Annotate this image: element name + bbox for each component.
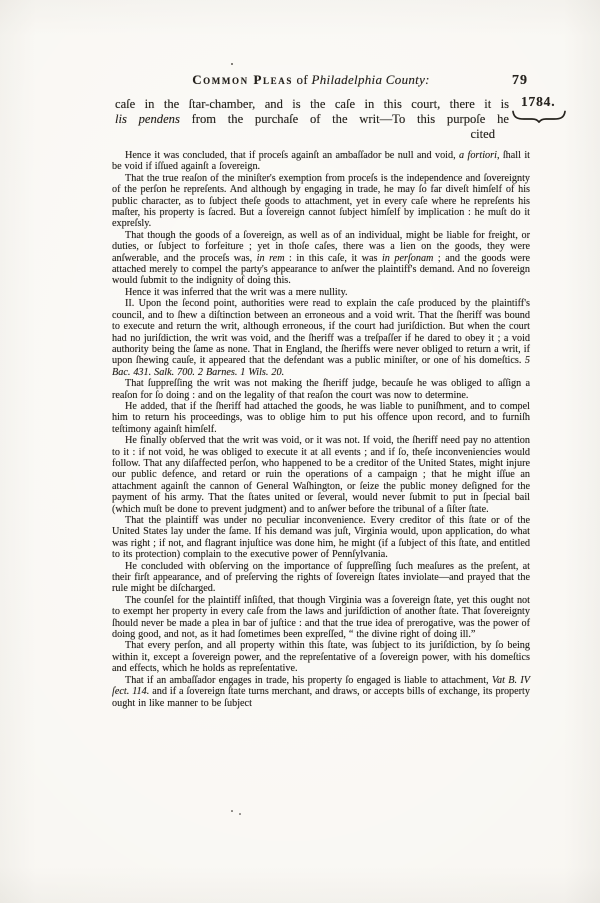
italic-text-run: 5 Bac. 431. Salk. 700. 2 Barnes. 1 Wils. 20. xyxy=(112,355,530,378)
intro-line xyxy=(115,112,509,127)
argument-text xyxy=(112,150,530,709)
text-run: Hence it was concluded, that if proceſs againſt an ambaſſador be null and void, xyxy=(125,150,460,161)
body-paragraph xyxy=(112,230,530,287)
italic-text-run: a fortiori xyxy=(459,150,497,161)
text-run: That though the goods of a ſovereign, as well as of an individual, might be liable for freight, or duties, or ſubject to forfeiture ; yet in thoſe caſes, there was a lien on the goods, they were anſwerable, and the proceſs was, xyxy=(112,229,530,264)
page-number: 79 xyxy=(512,73,528,88)
scan-speckle xyxy=(239,813,241,815)
body-paragraph xyxy=(112,150,530,173)
body-paragraph xyxy=(112,595,530,641)
running-head xyxy=(112,72,510,88)
intro-paragraph xyxy=(115,97,509,141)
body-paragraph xyxy=(112,435,530,515)
text-run: He finally obſerved that the writ was void, or it was not. If void, the ſheriff need pay no attention to it : if not void, he was obliged to execute it at all events ; and if ſo, theſe inconveniencies would follow. That any diſaffected perſon, who happened to be a creditor of the United States, might injure our public defence, and retard or ruin the operations of a campaign ; that he might iſſue an attachment againſt the cannon of General Waſhington, or ſeize the public money deſigned for the payment of his army. That the ſtates united or ſeveral, would never ſubmit to put in ſpecial bail (which muſt be done to prevent judgment) and to anſwer before the tribunal of a ſiſter ſtate. xyxy=(112,435,530,515)
intro-lines xyxy=(115,97,509,127)
body-paragraph xyxy=(112,378,530,401)
venue-name: Philadelphia County: xyxy=(311,72,430,87)
year-underbrace-icon xyxy=(511,110,567,123)
text-run: That ſuppreſſing the writ was not making the ſheriff judge, becauſe he was obliged to aſſign a reaſon for ſo doing : and on the legality of that reaſon the court was now to determine. xyxy=(112,378,530,401)
text-run: He added, that if the ſheriff had attached the goods, he was liable to puniſhment, and to compel him to return his proceedings, was to oblige him to put his offence upon record, and to furniſh teſtimony againſt himſelf. xyxy=(112,400,530,435)
running-head-of: of xyxy=(292,72,312,87)
italic-text-run: in rem xyxy=(256,252,285,264)
text-run: That the plaintiff was under no peculiar inconvenience. Every creditor of this ſtate or of the United States lay under the ſame. If his demand was juſt, Virginia would, upon application, do what was right ; if not, and flagrant injuſtice was done him, he might (if a ſubject of this ſtate, and entitled to its protection) complain to the executive power of Pennſylvania. xyxy=(112,515,530,561)
body-paragraph xyxy=(112,401,530,435)
text-run: He concluded with obſerving on the importance of ſuppreſſing ſuch meaſures as the preſent, at their firſt appearance, and of preſerving the rights of ſovereign ſtates inviolate—and prayed that the rule might be diſcharged. xyxy=(112,560,530,595)
text-run: II. Upon the ſecond point, authorities were read to explain the caſe produced by the plaintiff's council, and to ſhew a diſtinction between an erroneous and a void writ. That the ſheriff was bound to execute and return the writ, although erroneous, if the court had juriſdiction. But when the court had no juriſdiction, the writ was void, and the ſheriff was a treſpaſſer if he dared to obey it ; a void authority being the ſame as none. That in England, the ſheriffs were never obliged to return a writ, if upon ſhewing cauſe, it appeared that the defendant was a public miniſter, or one of his domeſtics. xyxy=(112,298,530,367)
scan-speckle xyxy=(231,810,233,812)
text-run: , ſhall it be void if iſſued againſt a ſovereign. xyxy=(112,150,530,173)
body-paragraph xyxy=(112,561,530,595)
body-paragraph xyxy=(112,298,530,378)
body-paragraph xyxy=(112,675,530,709)
text-run: caſe in the ſtar-chamber, and is the caſe in this court, there it is xyxy=(115,97,509,111)
text-run: That the true reaſon of the miniſter's exemption from proceſs is the independence and ſovereignty of the perſon he repreſents. And although by engaging in trade, he may ſo far diveſt himſelf of his public character, as to ſubject theſe goods to attachment, yet in every caſe where he repreſents his maſter, his property is ſacred. But a ſovereign cannot ſubject himſelf by implication : he muſt do it expreſsly. xyxy=(112,172,530,230)
body-paragraph xyxy=(112,173,530,230)
margin-year: 1784. xyxy=(521,94,556,109)
text-run: ; and the goods were attached merely to compel the party's appearance to anſwer the plaintiff's demand. And no ſovereign would ſubmit to the indignity of doing this. xyxy=(112,252,530,287)
court-name: Common Pleas xyxy=(192,72,293,87)
body-paragraph xyxy=(112,640,530,674)
italic-text-run: lis pendens xyxy=(115,111,180,126)
body-paragraph xyxy=(112,287,530,298)
intro-line xyxy=(115,97,509,112)
text-run: That if an ambaſſador engages in trade, his property ſo engaged is liable to attachment, xyxy=(125,674,492,686)
italic-text-run: Vat B. IV ſect. 114. xyxy=(112,674,531,698)
scan-speckle xyxy=(231,63,233,65)
text-run: and if a ſovereign ſtate turns merchant, and draws, or accepts bills of exchange, its property ought in like manner to be ſubject xyxy=(112,686,530,709)
italic-text-run: in perſonam xyxy=(381,252,434,264)
text-run: The counſel for the plaintiff inſiſted, that though Virginia was a ſovereign ſtate, yet this ought not to exempt her property in every caſe from the laws and juriſdiction of another ſtate. That ſovereignty ſhould never be made a plea in bar of juſtice : and that the true idea of prerogative, was the power of doing good, and not, as it had ſometimes been expreſſed, “ the divine right of doing ill.” xyxy=(112,594,530,641)
body-paragraph xyxy=(112,515,530,561)
catchword: cited xyxy=(470,126,495,141)
text-run: Hence it was inferred that the writ was a mere nullity. xyxy=(125,286,348,298)
text-run: That every perſon, and all property within this ſtate, was ſubject to its juriſdiction, by ſo being within it, except a ſovereign power, and the repreſentative of a ſovereign power, with his domeſtics and effects, which he holds as repreſentative. xyxy=(112,640,530,675)
text-run: from the purchaſe of the writ—To this purpoſe he xyxy=(179,111,509,126)
text-run: : in this caſe, it was xyxy=(284,252,382,264)
